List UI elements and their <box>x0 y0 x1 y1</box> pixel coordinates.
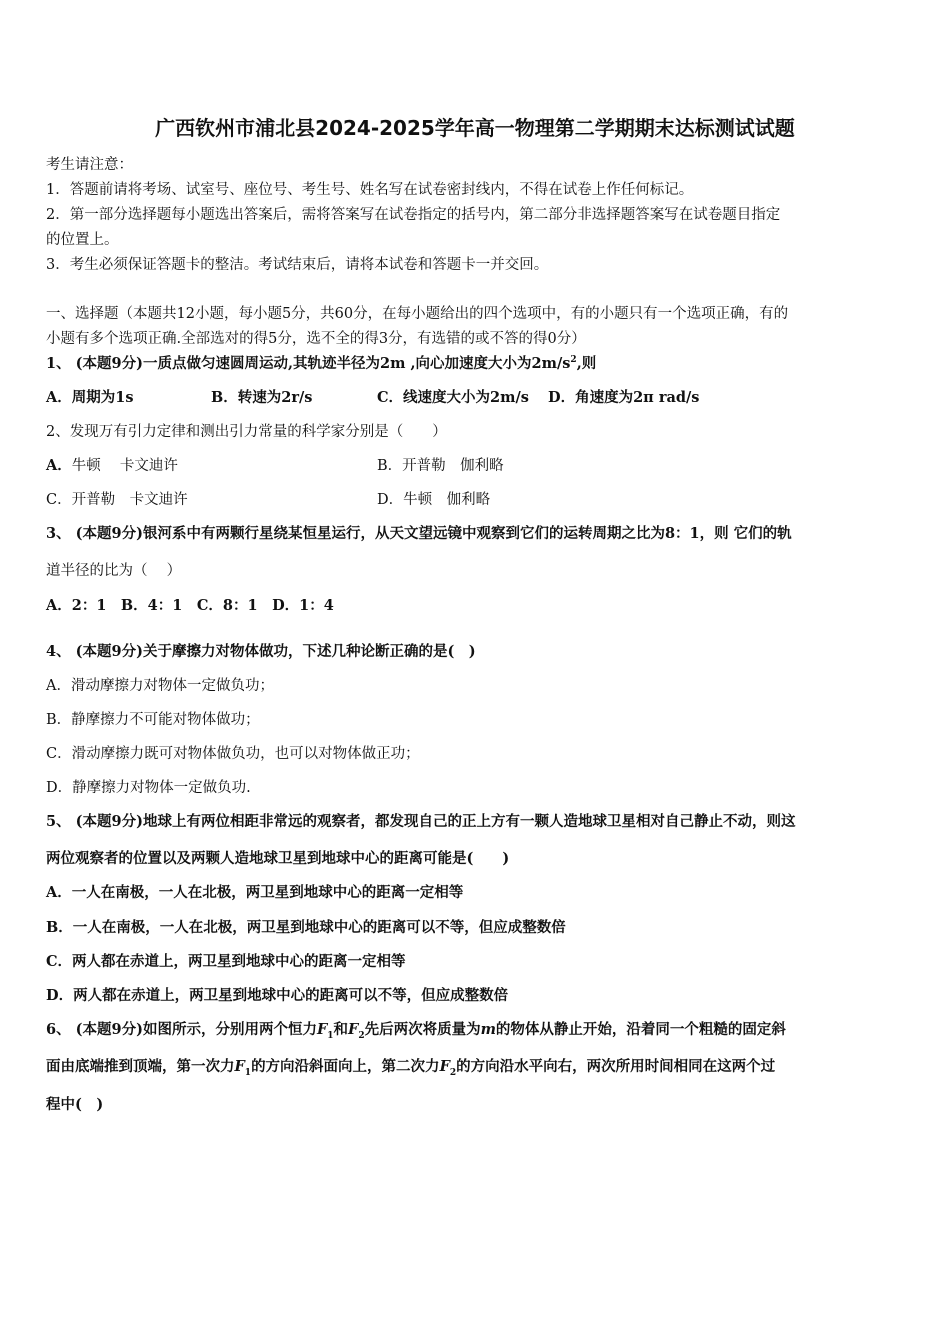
question-4-option-d: D．静摩擦力对物体一定做负功. <box>46 780 251 796</box>
question-5-option-c: C．两人都在赤道上，两卫星到地球中心的距离一定相等 <box>46 953 406 970</box>
question-5-stem-line-2: 两位观察者的位置以及两颗人造地球卫星到地球中心的距离可能是( ) <box>46 850 510 867</box>
question-3-options: A．2：1 B．4：1 C．8：1 D．1：4 <box>46 597 334 614</box>
question-5-option-a: A．一人在南极，一人在北极，两卫星到地球中心的距离一定相等 <box>46 884 464 901</box>
notice-item-2: 2．第一部分选择题每小题选出答案后，需将答案写在试卷指定的括号内，第二部分非选择题答案写在试卷题目指定 <box>46 207 781 223</box>
question-6-stem-line-1: 6、 (本题9分)如图所示，分别用两个恒力$F_1$和$F_2$先后两次将质量为m的物体从静止开始，沿着同一个粗糙的固定斜 <box>46 1021 786 1041</box>
question-6-stem-line-3: 程中( ) <box>46 1096 104 1113</box>
question-4-option-b: B．静摩擦力不可能对物体做功； <box>46 712 260 728</box>
page-title: 广西钦州市浦北县2024-2025学年高一物理第二学期期末达标测试试题 <box>155 116 795 140</box>
question-2-option-d: D．牛顿 伽利略 <box>377 492 491 508</box>
question-1-stem: 1、 (本题9分)一质点做匀速圆周运动,其轨迹半径为2m ,向心加速度大小为$2m/s^2$,则 <box>46 355 597 372</box>
question-3-stem-line-2: 道半径的比为（ ） <box>46 563 182 579</box>
question-2-option-c: C．开普勒 卡文迪许 <box>46 492 188 508</box>
section-instructions-line-2: 小题有多个选项正确.全部选对的得5分，选不全的得3分，有选错的或不答的得0分） <box>46 331 586 347</box>
question-5-stem-line-1: 5、 (本题9分)地球上有两位相距非常远的观察者，都发现自己的正上方有一颗人造地球卫星相对自己静止不动，则这 <box>46 813 796 830</box>
section-instructions-line-1: 一、选择题（本题共12小题，每小题5分，共60分，在每小题给出的四个选项中，有的小题只有一个选项正确，有的 <box>46 306 789 322</box>
notice-heading: 考生请注意： <box>46 157 133 173</box>
question-1-option-d: D．角速度为2π rad/s <box>548 389 700 406</box>
question-4-option-c: C．滑动摩擦力既可对物体做负功，也可以对物体做正功； <box>46 746 420 762</box>
question-4-stem: 4、 (本题9分)关于摩擦力对物体做功，下述几种论断正确的是( ) <box>46 643 476 660</box>
question-5-option-b: B．一人在南极，一人在北极，两卫星到地球中心的距离可以不等，但应成整数倍 <box>46 919 566 936</box>
notice-item-3: 3．考生必须保证答题卡的整洁。考试结束后，请将本试卷和答题卡一并交回。 <box>46 257 549 273</box>
question-1-option-b: B．转速为2r/s <box>211 389 313 406</box>
question-2-option-a: A．牛顿 卡文迪许 <box>46 457 178 474</box>
question-2-option-b: B．开普勒 伽利略 <box>377 458 504 474</box>
question-1-option-c: C．线速度大小为2m/s <box>377 389 529 406</box>
question-5-option-d: D．两人都在赤道上，两卫星到地球中心的距离可以不等，但应成整数倍 <box>46 987 509 1004</box>
question-2-stem: 2、发现万有引力定律和测出引力常量的科学家分别是（ ） <box>46 424 447 440</box>
question-3-stem-line-1: 3、 (本题9分)银河系中有两颗行星绕某恒星运行，从天文望远镜中观察到它们的运转周期之比为8：1，则 它们的轨 <box>46 525 792 542</box>
question-4-option-a: A．滑动摩擦力对物体一定做负功； <box>46 678 274 694</box>
notice-item-1: 1．答题前请将考场、试室号、座位号、考生号、姓名写在试卷密封线内，不得在试卷上作任何标记。 <box>46 182 694 198</box>
notice-item-2-cont: 的位置上。 <box>46 232 119 248</box>
question-6-stem-line-2: 面由底端推到顶端，第一次力$F_1$的方向沿斜面向上，第二次力$F_2$的方向沿水平向右，两次所用时间相同在这两个过 <box>46 1058 776 1078</box>
question-1-option-a: A．周期为1s <box>46 389 134 406</box>
